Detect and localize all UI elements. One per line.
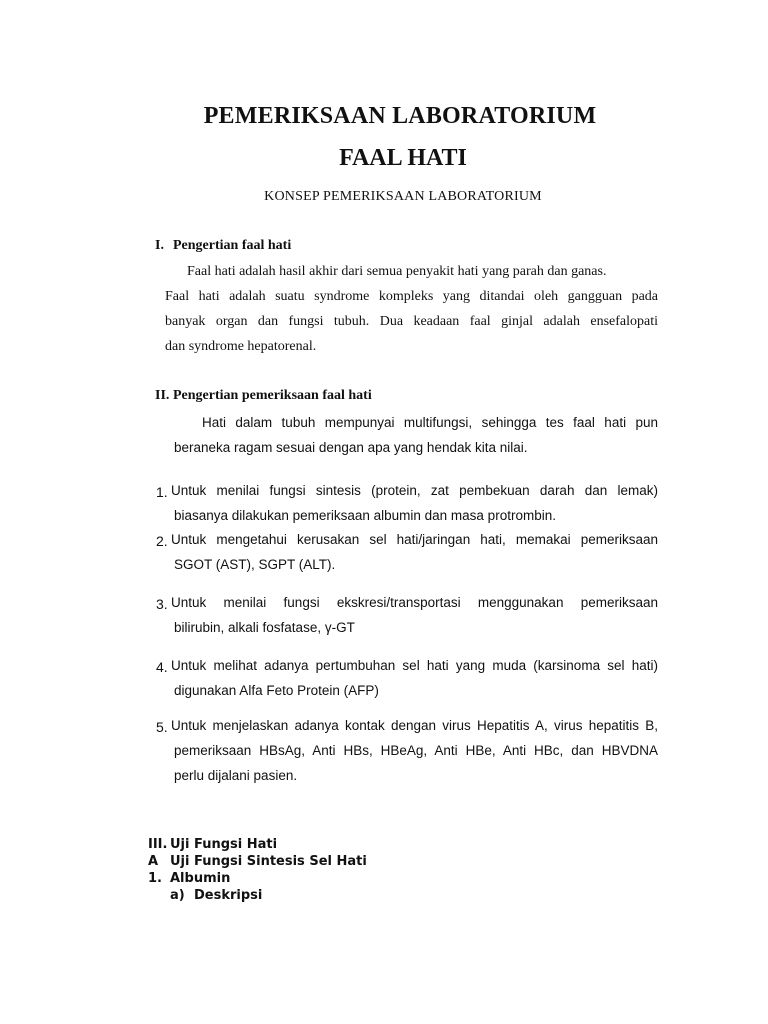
paragraph-line: Hati dalam tubuh mempunyai multifungsi, sehingga tes faal hati pun [202,415,658,430]
paragraph-line: beraneka ragam sesuai dengan apa yang hendak kita nilai. [174,440,528,455]
subsection-1a-label: a) [170,888,185,903]
list-item-line: pemeriksaan HBsAg, Anti HBs, HBeAg, Anti HBe, Anti HBc, dan HBVDNA [174,743,658,758]
list-item [171,590,658,640]
document-title-line2: FAAL HATI [339,145,467,171]
list-item-number: 1. [156,484,168,500]
subsection-1-text: Albumin [170,871,231,886]
section3-heading-text: Uji Fungsi Hati [170,837,278,852]
section2-heading-text: Pengertian pemeriksaan faal hati [173,388,372,403]
section2-paragraph [174,410,658,460]
section1-paragraph [165,259,658,359]
list-item [171,653,658,703]
document-subtitle: KONSEP PEMERIKSAAN LABORATORIUM [264,189,542,204]
section2-number: II. [155,388,170,403]
section1-heading-text: Pengertian faal hati [173,238,292,253]
list-item-number: 4. [156,659,168,675]
list-item-line: digunakan Alfa Feto Protein (AFP) [174,683,379,698]
subsection-1a-text: Deskripsi [194,888,263,903]
list-item [171,527,658,577]
document-title-line1: PEMERIKSAAN LABORATORIUM [203,103,597,129]
list-item-number: 5. [156,719,168,735]
subsection-a-heading [148,854,367,869]
paragraph-line: Faal hati adalah hasil akhir dari semua penyakit hati yang parah dan ganas. [187,264,607,279]
paragraph-line: Faal hati adalah suatu syndrome kompleks yang ditandai oleh gangguan pada [165,289,658,304]
list-item-number: 3. [156,596,168,612]
subsection-a-label: A [148,854,159,869]
list-item-line: Untuk menilai fungsi ekskresi/transportasi menggunakan pemeriksaan [171,595,658,610]
section3-number: III. [148,837,168,852]
subsection-1-heading [148,871,230,886]
list-item-line: biasanya dilakukan pemeriksaan albumin dan masa protrombin. [174,508,556,523]
subsection-a-text: Uji Fungsi Sintesis Sel Hati [170,854,367,869]
list-item [171,713,658,788]
section1-number: I. [155,238,164,253]
list-item-line: Untuk menjelaskan adanya kontak dengan virus Hepatitis A, virus hepatitis B, [171,718,658,733]
subsection-1a-heading [170,888,262,903]
paragraph-line: banyak organ dan fungsi tubuh. Dua keadaan faal ginjal adalah ensefalopati [165,314,658,329]
list-item-line: Untuk mengetahui kerusakan sel hati/jaringan hati, memakai pemeriksaan [171,532,658,547]
list-item-number: 2. [156,533,168,549]
list-item-line: SGOT (AST), SGPT (ALT). [174,557,336,572]
list-item-line: bilirubin, alkali fosfatase, γ-GT [174,620,355,635]
list-item-line: Untuk melihat adanya pertumbuhan sel hati yang muda (karsinoma sel hati) [171,658,658,673]
section3-heading [148,837,277,852]
section1-heading [155,238,291,254]
list-item-line: Untuk menilai fungsi sintesis (protein, zat pembekuan darah dan lemak) [171,483,658,498]
paragraph-line: dan syndrome hepatorenal. [165,339,317,354]
list-item-line: perlu dijalani pasien. [174,768,298,783]
subsection-1-label: 1. [148,871,162,886]
list-item [171,478,658,528]
section2-heading [155,388,372,404]
